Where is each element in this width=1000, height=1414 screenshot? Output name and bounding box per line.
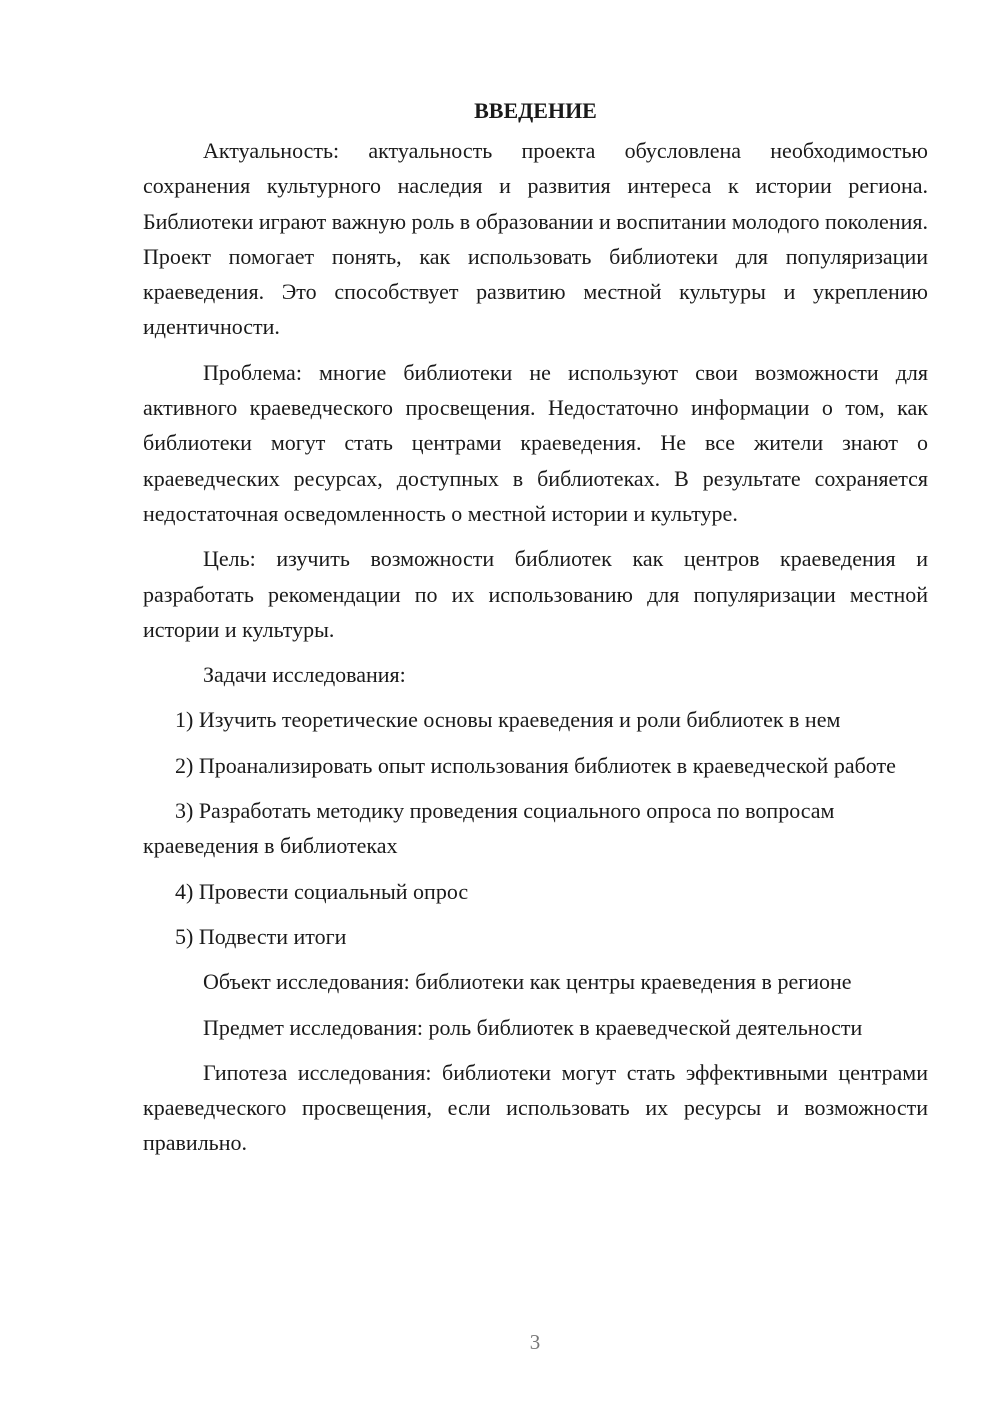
page-title: ВВЕДЕНИЕ	[474, 98, 597, 123]
paragraph-object: Объект исследования: библиотеки как центры краеведения в регионе	[203, 969, 852, 995]
paragraph-relevance: Актуальность: актуальность проекта обусловлена необходимостью сохранения культурного наследия и развития интереса к истории региона. Библиотеки играют важную роль в образовании и воспитании молодого поколения. Проект помогает понять, как использовать библиотеки для популяризации краеведения. Это способствует развитию местной культуры и укреплению идентичности.	[143, 138, 928, 340]
task-item-5: 5) Подвести итоги	[175, 923, 347, 949]
tasks-heading: Задачи исследования:	[203, 662, 406, 688]
paragraph-goal: Цель: изучить возможности библиотек как центров краеведения и разработать рекомендации по их использованию для популяризации местной истории и культуры.	[143, 546, 928, 642]
task-item-2: 2) Проанализировать опыт использования библиотек в краеведческой работе	[175, 752, 896, 778]
paragraph-hypothesis: Гипотеза исследования: библиотеки могут стать эффективными центрами краеведческого просвещения, если использовать их ресурсы и возможности правильно.	[143, 1059, 928, 1156]
task-item-3: 3) Разработать методику проведения социального опроса по вопросам краеведения в библиотеках	[143, 798, 835, 859]
paragraph-problem: Проблема: многие библиотеки не используют свои возможности для активного краеведческого просвещения. Недостаточно информации о том, как библиотеки могут стать центрами краеведения. Не все жители знают о краеведческих ресурсах, доступных в библиотеках. В результате сохраняется недостаточная осведомленность о местной истории и культуре.	[143, 359, 928, 526]
task-item-1: 1) Изучить теоретические основы краеведения и роли библиотек в нем	[175, 707, 841, 733]
paragraph-subject: Предмет исследования: роль библиотек в краеведческой деятельности	[203, 1014, 863, 1040]
task-item-4: 4) Провести социальный опрос	[175, 878, 469, 904]
document-page	[143, 93, 928, 1171]
page-number: 3	[529, 1330, 541, 1354]
